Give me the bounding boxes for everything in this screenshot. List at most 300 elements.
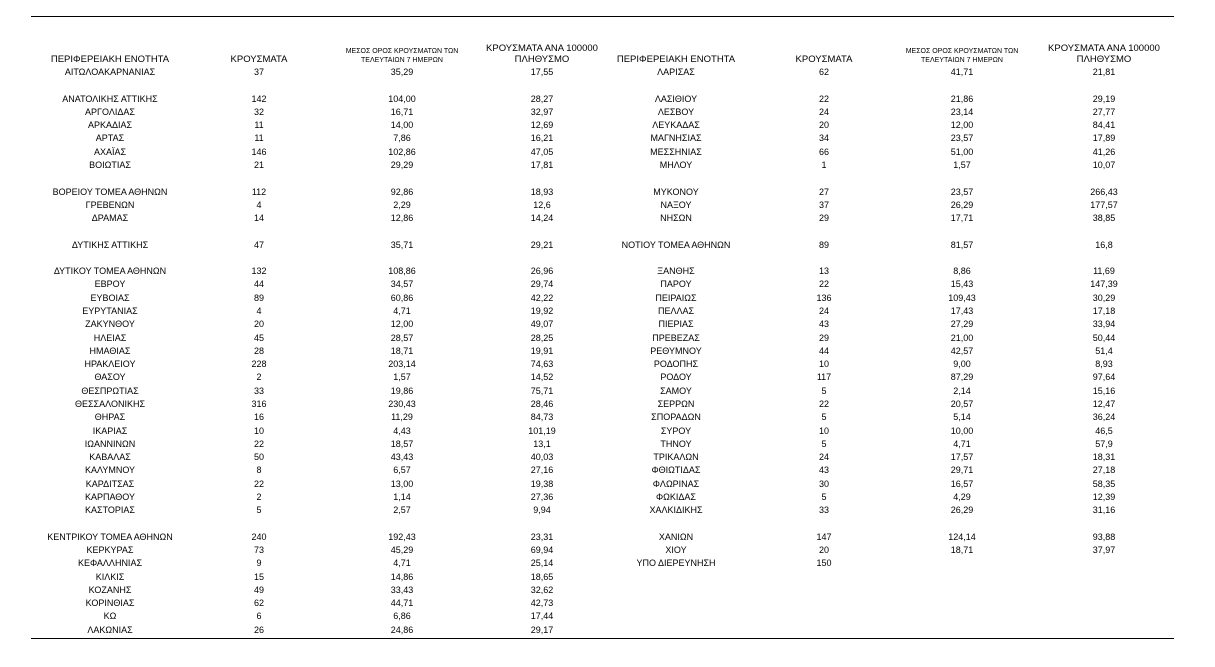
per100k-cell: 12,6	[533, 199, 551, 210]
per100k-cell: 12,39	[1092, 491, 1116, 502]
per100k-cell: 58,35	[1092, 478, 1116, 489]
avg7-cell: 203,14	[388, 359, 416, 370]
region-cell: ΛΕΣΒΟΥ	[657, 106, 695, 117]
region-cell: ΧΑΛΚΙΔΙΚΗΣ	[649, 505, 703, 516]
avg7-cell: 12,86	[390, 213, 414, 224]
region-cell: ΚΟΡΙΝΘΙΑΣ	[85, 598, 135, 609]
avg7-cell: 8,86	[953, 266, 971, 277]
per100k-cell: 18,65	[530, 571, 554, 582]
cases-cell: 44	[253, 279, 264, 290]
region-cell: ΚΩ	[103, 611, 117, 622]
cases-cell: 34	[818, 133, 829, 144]
cases-cell: 24	[818, 106, 829, 117]
avg7-cell: 43,43	[390, 452, 414, 463]
cases-cell: 22	[253, 438, 264, 449]
region-cell: ΚΑΣΤΟΡΙΑΣ	[85, 505, 135, 516]
avg7-cell: 4,71	[393, 558, 411, 569]
region-cell: ΜΗΛΟΥ	[659, 159, 693, 170]
per100k-cell: 14,24	[530, 213, 554, 224]
avg7-cell: 4,43	[393, 425, 411, 436]
region-cell: ΛΑΚΩΝΙΑΣ	[87, 624, 133, 635]
header-cases: ΚΡΟΥΣΜΑΤΑ	[795, 54, 853, 65]
per100k-cell: 28,46	[530, 399, 554, 409]
cases-cell: 1	[821, 159, 827, 170]
per100k-cell: 84,41	[1092, 120, 1116, 131]
cases-cell: 89	[818, 239, 829, 250]
per100k-cell: 13,1	[533, 438, 551, 449]
cases-cell: 22	[253, 478, 264, 489]
per100k-cell: 33,94	[1092, 319, 1116, 330]
cases-cell: 5	[821, 438, 827, 449]
avg7-cell: 12,00	[390, 319, 414, 330]
region-cell: ΗΜΑΘΙΑΣ	[89, 345, 131, 356]
cases-cell: 45	[253, 332, 264, 343]
region-cell: ΚΑΛΥΜΝΟΥ	[84, 465, 136, 476]
cases-cell: 132	[251, 266, 267, 277]
cases-cell: 142	[251, 93, 267, 104]
per100k-cell: 11,69	[1093, 266, 1115, 277]
cases-cell: 11	[254, 133, 264, 144]
avg7-cell: 2,29	[393, 199, 411, 210]
header-per100k	[1038, 43, 1170, 65]
cases-cell: 5	[821, 385, 827, 396]
header-per100k-line1: ΚΡΟΥΣΜΑΤΑ ΑΝΑ 100000	[1048, 43, 1160, 54]
region-cell: ΓΡΕΒΕΝΩΝ	[85, 199, 135, 210]
per100k-cell: 21,81	[1092, 67, 1116, 77]
header-per100k-line2: ΠΛΗΘΥΣΜΟ	[514, 54, 570, 65]
cases-cell: 228	[251, 359, 267, 370]
avg7-cell: 23,57	[950, 186, 974, 197]
avg7-cell: 26,29	[950, 199, 974, 210]
avg7-cell: 6,57	[393, 465, 411, 476]
avg7-cell: 15,43	[950, 279, 974, 290]
per100k-cell: 74,63	[530, 359, 554, 370]
cases-cell: 5	[256, 505, 262, 516]
avg7-cell: 18,71	[390, 345, 414, 356]
cases-cell: 22	[818, 399, 829, 409]
region-cell: ΚΙΛΚΙΣ	[95, 571, 125, 582]
cases-cell: 14	[253, 213, 264, 224]
cases-cell: 73	[253, 545, 264, 556]
per100k-cell: 17,81	[530, 159, 554, 170]
per100k-cell: 17,89	[1092, 133, 1116, 144]
cases-cell: 47	[253, 239, 264, 250]
avg7-cell: 34,57	[390, 279, 414, 290]
per100k-cell: 17,18	[1092, 306, 1116, 317]
cases-cell: 4	[256, 199, 262, 210]
region-cell: ΦΛΩΡΙΝΑΣ	[652, 478, 700, 489]
cases-cell: 62	[818, 67, 829, 77]
per100k-cell: 57,9	[1095, 438, 1113, 449]
per100k-cell: 31,16	[1092, 505, 1116, 516]
avg7-cell: 45,29	[390, 545, 414, 556]
cases-cell: 33	[818, 505, 829, 516]
per100k-cell: 8,93	[1095, 359, 1113, 370]
region-cell: ΧΙΟΥ	[665, 545, 687, 556]
cases-cell: 89	[253, 292, 264, 303]
avg7-cell: 18,71	[950, 545, 974, 556]
region-cell: ΙΩΑΝΝΙΝΩΝ	[84, 438, 136, 449]
header-avg7-line1: ΜΕΣΟΣ ΟΡΟΣ ΚΡΟΥΣΜΑΤΩΝ ΤΩΝ	[345, 48, 459, 55]
cases-cell: 37	[818, 199, 829, 210]
per100k-cell: 16,8	[1095, 239, 1113, 250]
avg7-cell: 14,00	[390, 120, 414, 131]
region-cell: ΛΑΣΙΘΙΟΥ	[654, 93, 698, 104]
cases-cell: 316	[251, 399, 267, 409]
per100k-cell: 29,74	[530, 279, 554, 290]
avg7-cell: 17,71	[950, 213, 974, 224]
region-cell: ΚΟΖΑΝΗΣ	[88, 584, 132, 595]
region-cell: ΚΕΦΑΛΛΗΝΙΑΣ	[77, 558, 143, 569]
avg7-cell: 17,43	[950, 306, 974, 317]
per100k-cell: 42,73	[530, 598, 554, 609]
region-cell: ΜΥΚΟΝΟΥ	[653, 186, 699, 197]
cases-cell: 37	[253, 67, 264, 77]
cases-cell: 26	[253, 624, 264, 635]
cases-cell: 22	[818, 279, 829, 290]
avg7-cell: 35,71	[390, 239, 414, 250]
region-cell: ΑΡΚΑΔΙΑΣ	[87, 120, 133, 131]
per100k-cell: 32,62	[530, 584, 554, 595]
region-cell: ΒΟΡΕΙΟΥ ΤΟΜΕΑ ΑΘΗΝΩΝ	[52, 186, 168, 197]
avg7-cell: 21,00	[950, 332, 974, 343]
region-cell: ΜΑΓΝΗΣΙΑΣ	[650, 133, 702, 144]
cases-cell: 62	[253, 598, 264, 609]
avg7-cell: 108,86	[388, 266, 416, 277]
region-cell: ΛΑΡΙΣΑΣ	[657, 67, 695, 77]
region-cell: ΡΕΘΥΜΝΟΥ	[650, 345, 702, 356]
region-cell: ΘΕΣΠΡΩΤΙΑΣ	[81, 385, 139, 396]
cases-cell: 112	[251, 186, 267, 197]
cases-cell: 20	[253, 319, 264, 330]
avg7-cell: 17,57	[950, 452, 974, 463]
avg7-cell: 19,86	[390, 385, 414, 396]
header-per100k-line2: ΠΛΗΘΥΣΜΟ	[1076, 54, 1132, 65]
per100k-cell: 27,18	[1092, 465, 1116, 476]
avg7-cell: 41,71	[950, 67, 974, 77]
cases-cell: 2	[256, 372, 262, 383]
region-cell: ΠΕΛΛΑΣ	[657, 306, 695, 317]
per100k-cell: 19,38	[530, 478, 554, 489]
left-table-header	[31, 37, 611, 65]
region-cell: ΣΕΡΡΩΝ	[657, 399, 695, 409]
region-cell: ΕΒΡΟΥ	[94, 279, 126, 290]
avg7-cell: 104,00	[388, 93, 416, 104]
region-cell: ΚΑΡΠΑΘΟΥ	[84, 491, 136, 502]
region-cell: ΦΘΙΩΤΙΔΑΣ	[651, 465, 701, 476]
per100k-cell: 9,94	[533, 505, 551, 516]
cases-cell: 43	[818, 465, 829, 476]
cases-cell: 4	[256, 306, 262, 317]
per100k-cell: 17,44	[530, 611, 554, 622]
cases-cell: 10	[253, 425, 264, 436]
per100k-cell: 93,88	[1092, 531, 1116, 542]
per100k-cell: 75,71	[530, 385, 554, 396]
per100k-cell: 10,07	[1092, 159, 1116, 170]
header-per100k	[476, 43, 608, 65]
region-cell: ΠΡΕΒΕΖΑΣ	[652, 332, 700, 343]
region-cell: ΗΡΑΚΛΕΙΟΥ	[84, 359, 136, 370]
cases-cell: 20	[818, 120, 829, 131]
region-cell: ΑΝΑΤΟΛΙΚΗΣ ΑΤΤΙΚΗΣ	[62, 93, 158, 104]
per100k-cell: 28,27	[530, 93, 554, 104]
cases-cell: 15	[253, 571, 264, 582]
cases-cell: 240	[251, 531, 267, 542]
region-cell: ΔΡΑΜΑΣ	[91, 213, 129, 224]
cases-cell: 32	[253, 106, 264, 117]
region-cell: ΠΙΕΡΙΑΣ	[658, 319, 694, 330]
region-cell: ΞΑΝΘΗΣ	[657, 266, 695, 277]
region-cell: ΒΟΙΩΤΙΑΣ	[89, 159, 131, 170]
per100k-cell: 23,31	[530, 531, 554, 542]
per100k-cell: 97,64	[1092, 372, 1116, 383]
cases-cell: 29	[818, 213, 829, 224]
region-cell: ΔΥΤΙΚΟΥ ΤΟΜΕΑ ΑΘΗΝΩΝ	[53, 266, 167, 277]
avg7-cell: 4,71	[393, 306, 411, 317]
avg7-cell: 18,57	[390, 438, 414, 449]
avg7-cell: 5,14	[953, 412, 971, 423]
avg7-cell: 124,14	[948, 531, 976, 542]
avg7-cell: 24,86	[390, 624, 414, 635]
avg7-cell: 23,57	[950, 133, 974, 144]
per100k-cell: 12,47	[1092, 399, 1116, 409]
region-cell: ΑΙΤΩΛΟΑΚΑΡΝΑΝΙΑΣ	[64, 67, 156, 77]
region-cell: ΡΟΔΟΠΗΣ	[653, 359, 699, 370]
avg7-cell: 51,00	[950, 146, 974, 157]
cases-cell: 27	[818, 186, 829, 197]
avg7-cell: 81,57	[950, 239, 974, 250]
region-cell: ΘΕΣΣΑΛΟΝΙΚΗΣ	[74, 399, 146, 409]
avg7-cell: 44,71	[390, 598, 414, 609]
avg7-cell: 87,29	[950, 372, 974, 383]
region-cell: ΣΠΟΡΑΔΩΝ	[651, 412, 701, 423]
cases-cell: 33	[253, 385, 264, 396]
per100k-cell: 38,85	[1092, 213, 1116, 224]
region-cell: ΠΑΡΟΥ	[660, 279, 692, 290]
avg7-cell: 20,57	[950, 399, 974, 409]
region-cell: ΦΩΚΙΔΑΣ	[656, 491, 696, 502]
header-avg7-line2: ΤΕΛΕΥΤΑΙΩΝ 7 ΗΜΕΡΩΝ	[361, 57, 443, 64]
per100k-cell: 29,17	[530, 624, 554, 635]
cases-cell: 44	[818, 345, 829, 356]
bottom-rule	[31, 638, 1174, 639]
avg7-cell: 33,43	[390, 584, 414, 595]
header-per100k-line1: ΚΡΟΥΣΜΑΤΑ ΑΝΑ 100000	[486, 43, 598, 54]
cases-cell: 117	[816, 372, 832, 383]
per100k-cell: 18,93	[530, 186, 554, 197]
avg7-cell: 109,43	[948, 292, 976, 303]
avg7-cell: 21,86	[950, 93, 974, 104]
avg7-cell: 4,29	[953, 491, 971, 502]
per100k-cell: 101,19	[528, 425, 556, 436]
per100k-cell: 50,44	[1092, 332, 1116, 343]
avg7-cell: 42,57	[950, 345, 974, 356]
region-cell: ΤΡΙΚΑΛΩΝ	[653, 452, 699, 463]
per100k-cell: 26,96	[530, 266, 554, 277]
cases-cell: 30	[818, 478, 829, 489]
per100k-cell: 177,57	[1090, 199, 1118, 210]
per100k-cell: 37,97	[1092, 545, 1116, 556]
per100k-cell: 49,07	[530, 319, 554, 330]
avg7-cell: 6,86	[393, 611, 411, 622]
avg7-cell: 102,86	[388, 146, 416, 157]
region-cell: ΧΑΝΙΩΝ	[658, 531, 694, 542]
top-rule	[31, 16, 1174, 17]
region-cell: ΕΥΡΥΤΑΝΙΑΣ	[82, 306, 138, 317]
avg7-cell: 230,43	[388, 399, 416, 409]
avg7-cell: 2,14	[953, 385, 971, 396]
avg7-cell: 1,57	[393, 372, 411, 383]
header-avg7-line1: ΜΕΣΟΣ ΟΡΟΣ ΚΡΟΥΣΜΑΤΩΝ ΤΩΝ	[905, 48, 1019, 55]
cases-cell: 147	[816, 531, 832, 542]
avg7-cell: 1,57	[953, 159, 971, 170]
region-cell: ΙΚΑΡΙΑΣ	[92, 425, 128, 436]
cases-cell: 146	[251, 146, 267, 157]
per100k-cell: 27,16	[530, 465, 554, 476]
cases-cell: 28	[253, 345, 264, 356]
header-avg7	[888, 47, 1036, 65]
cases-cell: 150	[816, 558, 832, 569]
per100k-cell: 17,55	[530, 67, 554, 77]
header-cases: ΚΡΟΥΣΜΑΤΑ	[230, 54, 288, 65]
avg7-cell: 26,29	[950, 505, 974, 516]
per100k-cell: 18,31	[1092, 452, 1116, 463]
cases-cell: 24	[818, 452, 829, 463]
region-cell: ΑΡΓΟΛΙΔΑΣ	[85, 106, 135, 117]
cases-cell: 50	[253, 452, 264, 463]
avg7-cell: 2,57	[393, 505, 411, 516]
per100k-cell: 30,29	[1092, 292, 1116, 303]
avg7-cell: 14,86	[390, 571, 414, 582]
avg7-cell: 92,86	[390, 186, 414, 197]
region-cell: ΝΑΞΟΥ	[660, 199, 692, 210]
region-cell: ΝΗΣΩΝ	[660, 213, 692, 224]
region-cell: ΚΕΡΚΥΡΑΣ	[86, 545, 134, 556]
avg7-cell: 23,14	[950, 106, 974, 117]
per100k-cell: 27,36	[530, 491, 554, 502]
per100k-cell: 14,52	[530, 372, 554, 383]
region-cell: ΣΥΡΟΥ	[660, 425, 692, 436]
per100k-cell: 147,39	[1090, 279, 1118, 290]
per100k-cell: 19,91	[530, 345, 554, 356]
per100k-cell: 51,4	[1095, 345, 1113, 356]
cases-cell: 13	[818, 266, 829, 277]
cases-cell: 5	[821, 491, 827, 502]
avg7-cell: 29,29	[390, 159, 414, 170]
per100k-cell: 27,77	[1092, 106, 1116, 117]
header-avg7-line2: ΤΕΛΕΥΤΑΙΩΝ 7 ΗΜΕΡΩΝ	[921, 57, 1003, 64]
avg7-cell: 13,00	[390, 478, 414, 489]
cases-cell: 16	[253, 412, 264, 423]
cases-cell: 5	[821, 412, 827, 423]
cases-cell: 2	[256, 491, 262, 502]
region-cell: ΑΧΑΪΑΣ	[93, 146, 127, 157]
header-avg7	[328, 47, 476, 65]
region-cell: ΣΑΜΟΥ	[660, 385, 692, 396]
per100k-cell: 15,16	[1092, 385, 1116, 396]
per100k-cell: 16,21	[530, 133, 554, 144]
per100k-cell: 84,73	[530, 412, 554, 423]
region-cell: ΖΑΚΥΝΘΟΥ	[85, 319, 135, 330]
avg7-cell: 27,29	[950, 319, 974, 330]
cases-cell: 66	[818, 146, 829, 157]
right-table-header	[600, 37, 1180, 65]
avg7-cell: 16,57	[950, 478, 974, 489]
avg7-cell: 35,29	[390, 67, 414, 77]
region-cell: ΕΥΒΟΙΑΣ	[90, 292, 130, 303]
per100k-cell: 25,14	[530, 558, 554, 569]
cases-cell: 20	[818, 545, 829, 556]
region-cell: ΚΕΝΤΡΙΚΟΥ ΤΟΜΕΑ ΑΘΗΝΩΝ	[47, 531, 173, 542]
region-cell: ΛΕΥΚΑΔΑΣ	[652, 120, 700, 131]
avg7-cell: 60,86	[390, 292, 414, 303]
region-cell: ΘΑΣΟΥ	[94, 372, 126, 383]
cases-cell: 6	[256, 611, 262, 622]
per100k-cell: 12,69	[530, 120, 554, 131]
region-cell: ΗΛΕΙΑΣ	[93, 332, 127, 343]
cases-cell: 136	[816, 292, 832, 303]
per100k-cell: 36,24	[1092, 412, 1116, 423]
per100k-cell: 40,03	[530, 452, 554, 463]
cases-cell: 29	[818, 332, 829, 343]
region-cell: ΜΕΣΣΗΝΙΑΣ	[650, 146, 702, 157]
per100k-cell: 28,25	[530, 332, 554, 343]
cases-cell: 10	[818, 425, 829, 436]
cases-cell: 24	[818, 306, 829, 317]
cases-cell: 21	[253, 159, 264, 170]
header-region: ΠΕΡΙΦΕΡΕΙΑΚΗ ΕΝΟΤΗΤΑ	[616, 54, 736, 65]
per100k-cell: 69,94	[530, 545, 554, 556]
per100k-cell: 47,05	[530, 146, 554, 157]
header-region: ΠΕΡΙΦΕΡΕΙΑΚΗ ΕΝΟΤΗΤΑ	[50, 54, 170, 65]
per100k-cell: 41,26	[1092, 146, 1116, 157]
cases-cell: 22	[818, 93, 829, 104]
region-cell: ΡΟΔΟΥ	[660, 372, 692, 383]
avg7-cell: 11,29	[391, 412, 413, 423]
per100k-cell: 19,92	[530, 306, 554, 317]
avg7-cell: 1,14	[393, 491, 411, 502]
region-cell: ΝΟΤΙΟΥ ΤΟΜΕΑ ΑΘΗΝΩΝ	[621, 239, 731, 250]
cases-cell: 49	[253, 584, 264, 595]
per100k-cell: 42,22	[530, 292, 554, 303]
avg7-cell: 7,86	[393, 133, 411, 144]
avg7-cell: 10,00	[950, 425, 974, 436]
avg7-cell: 9,00	[953, 359, 971, 370]
avg7-cell: 192,43	[388, 531, 416, 542]
avg7-cell: 12,00	[950, 120, 974, 131]
region-cell: ΘΗΡΑΣ	[94, 412, 126, 423]
avg7-cell: 28,57	[390, 332, 414, 343]
cases-cell: 10	[818, 359, 829, 370]
cases-cell: 9	[256, 558, 262, 569]
region-cell: ΤΗΝΟΥ	[660, 438, 692, 449]
per100k-cell: 266,43	[1090, 186, 1118, 197]
region-cell: ΑΡΤΑΣ	[95, 133, 125, 144]
cases-cell: 43	[818, 319, 829, 330]
per100k-cell: 29,19	[1092, 93, 1116, 104]
avg7-cell: 16,71	[390, 106, 414, 117]
region-cell: ΚΑΡΔΙΤΣΑΣ	[85, 478, 135, 489]
avg7-cell: 4,71	[953, 438, 971, 449]
per100k-cell: 29,21	[530, 239, 554, 250]
region-cell: ΚΑΒΑΛΑΣ	[89, 452, 131, 463]
region-cell: ΔΥΤΙΚΗΣ ΑΤΤΙΚΗΣ	[71, 239, 149, 250]
region-cell: ΥΠΟ ΔΙΕΡΕΥΝΗΣΗ	[636, 558, 716, 569]
per100k-cell: 46,5	[1095, 425, 1113, 436]
avg7-cell: 29,71	[950, 465, 974, 476]
region-cell: ΠΕΙΡΑΙΩΣ	[655, 292, 697, 303]
per100k-cell: 32,97	[530, 106, 554, 117]
